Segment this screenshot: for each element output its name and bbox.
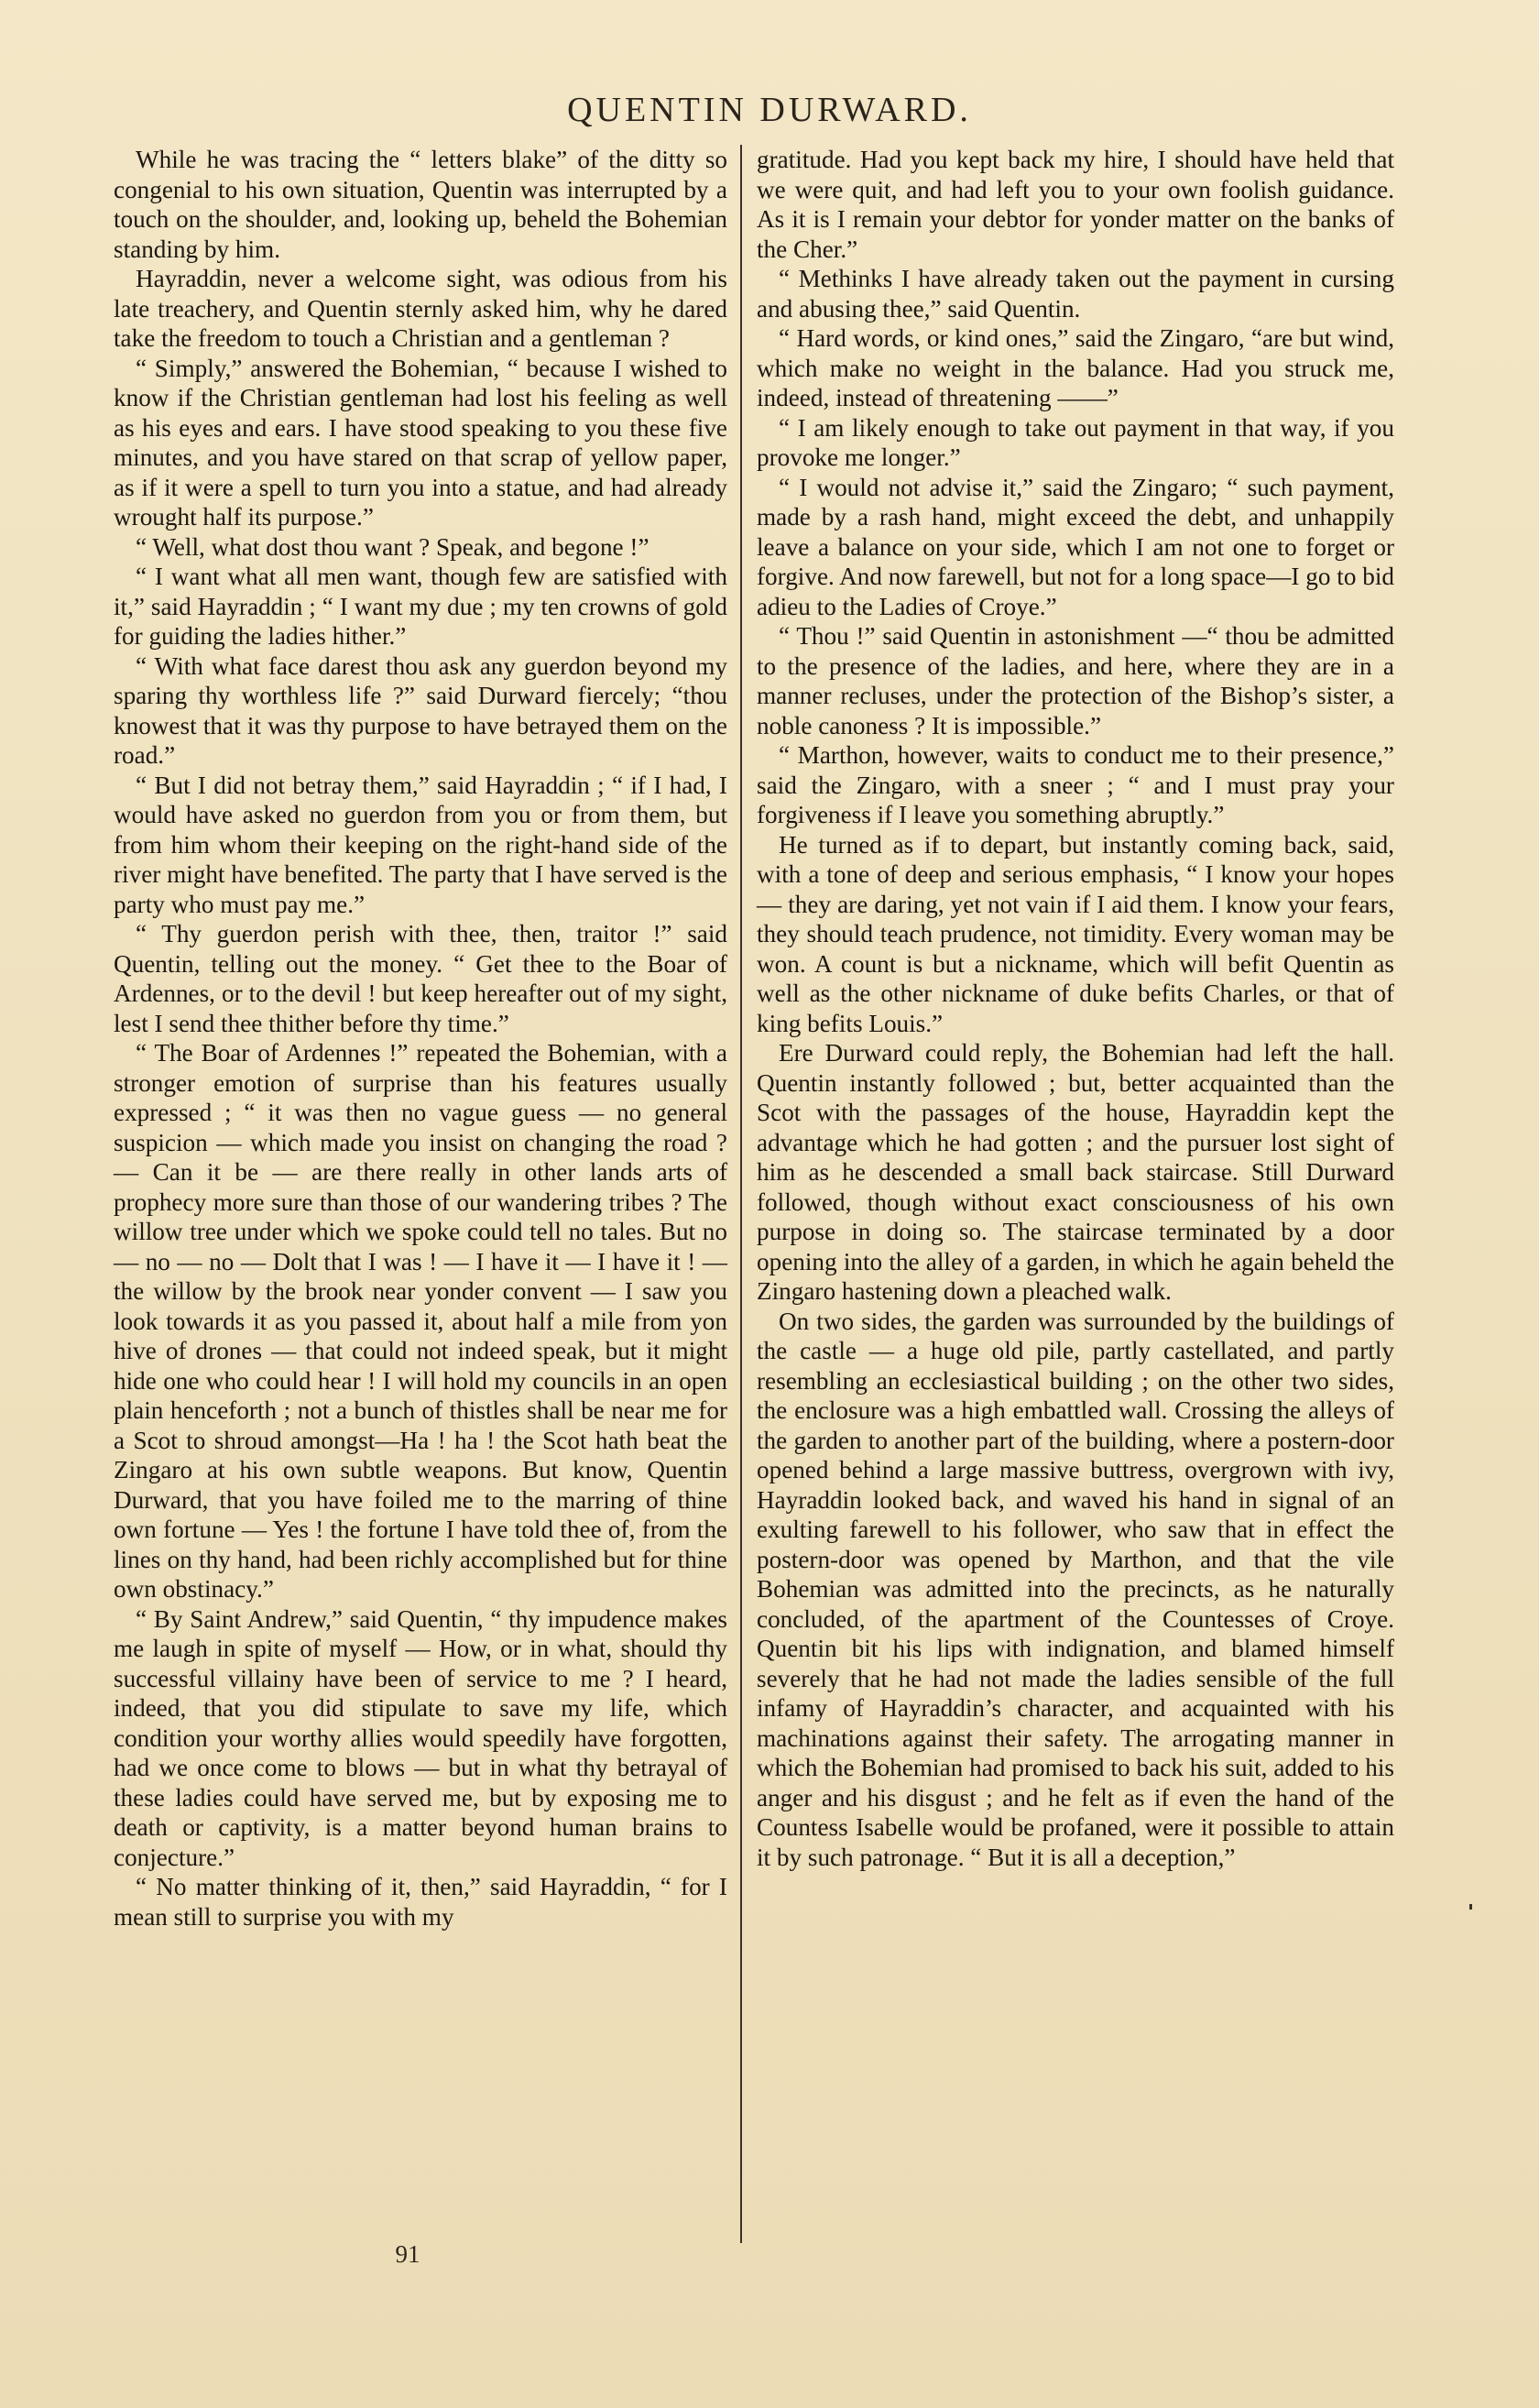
paragraph: “ Thy guerdon perish with thee, then, traitor !” said Quentin, telling out the money. “ Get thee to the Boar of Ardennes, or to the devil ! but keep hereafter out of my sight, lest I send thee thither before thy time.” — [114, 920, 727, 1037]
paragraph: He turned as if to depart, but instantly coming back, said, with a tone of deep and serious emphasis, “ I know your hopes — they are daring, yet not vain if I aid them. I know your fears, they should teach prudence, not timidity. Every woman may be won. A count is but a nickname, which will befit Quentin as well as the other nickname of duke befits Charles, or that of king befits Louis.” — [757, 830, 1394, 1037]
paragraph: While he was tracing the “ letters blake” of the ditty so congenial to his own situation, Quentin was interrupted by a touch on the shoulder, and, looking up, beheld the Bohemian standing by him. — [114, 146, 727, 263]
paragraph: “ Well, what dost thou want ? Speak, and begone !” — [136, 532, 649, 561]
left-column — [114, 145, 727, 1932]
paragraph: “ But I did not betray them,” said Hayraddin ; “ if I had, I would have asked no guerdon from you or from them, but from him whom their keeping on the right-hand side of the river might have benefited. The party that I have served is the party who must pay me.” — [114, 771, 727, 918]
paragraph: “ Methinks I have already taken out the payment in cursing and abusing thee,” said Quentin. — [757, 265, 1394, 323]
paragraph-continued: gratitude. Had you kept back my hire, I should have held that we were quit, and had left you to your own foolish guidance. As it is I remain your debtor for yonder matter on the banks of the Cher.” — [757, 146, 1394, 263]
paragraph: Hayraddin, never a welcome sight, was odious from his late treachery, and Quentin sternly asked him, why he dared take the freedom to touch a Christian and a gentleman ? — [114, 265, 727, 352]
paragraph: On two sides, the garden was surrounded by the buildings of the castle — a huge old pile, partly castellated, and partly resembling an ecclesiastical building ; on the other two sides, the enclosure was a high embattled wall. Crossing the alleys of the garden to another part of the building, where a postern-door opened behind a large massive buttress, overgrown with ivy, Hayraddin looked back, and waved his hand in signal of an exulting farewell to his follower, who saw that in effect the postern-door was opened by Marthon, and that the vile Bohemian was admitted into the precincts, as he naturally concluded, of the apartment of the Countesses of Croye. Quentin bit his lips with indignation, and blamed himself severely that he had not made the ladies sensible of the full infamy of Hayraddin’s character, and acquainted with his machinations against their safety. The arrogating manner in which the Bohemian had promised to back his suit, added to his anger and his disgust ; and he felt as if even the hand of the Countess Isabelle would be profaned, were it possible to attain it by such patronage. “ But it is all a deception,” — [757, 1307, 1394, 1871]
paragraph: “ Simply,” answered the Bohemian, “ because I wished to know if the Christian gentleman had lost his feeling as well as his eyes and ears. I have stood speaking to you these five minutes, and you have stared on that scrap of yellow paper, as if it were a spell to turn you into a statue, and had already wrought half its purpose.” — [114, 354, 727, 531]
paragraph: “ With what face darest thou ask any guerdon beyond my sparing thy worthless life ?” said Durward fiercely; “thou knowest that it was thy purpose to have betrayed them on the road.” — [114, 651, 727, 769]
paragraph: “ Thou !” said Quentin in astonishment —“ thou be admitted to the presence of the ladies, and here, where they are in a manner recluses, under the protection of the Bishop’s sister, a noble canoness ? It is impossible.” — [757, 622, 1394, 739]
right-column — [757, 145, 1394, 1872]
column-divider — [740, 145, 742, 2243]
paragraph: “ The Boar of Ardennes !” repeated the Bohemian, with a stronger emotion of surprise than his features usually expressed ; “ it was then no vague guess — no general suspicion — which made you insist on changing the road ? — Can it be — are there really in other lands arts of prophecy more sure than those of our wandering tribes ? The willow tree under which we spoke could tell no tales. But no — no — no — Dolt that I was ! — I have it — I have it ! — the willow by the brook near yonder convent — I saw you look towards it as you passed it, about half a mile from yon hive of drones — that could not indeed speak, but it might hide one who could hear ! I will hold my councils in an open plain henceforth ; not a bunch of thistles shall be near me for a Scot to shroud amongst—Ha ! ha ! the Scot hath beat the Zingaro at his own subtle weapons. But know, Quentin Durward, that you have foiled me to the marring of thine own fortune — Yes ! the fortune I have told thee of, from the lines on thy hand, had been richly accomplished but for thine own obstinacy.” — [114, 1039, 727, 1603]
paragraph: “ I would not advise it,” said the Zingaro; “ such payment, made by a rash hand, might exceed the debt, and unhappily leave a balance on your side, which I am not one to forget or forgive. And now farewell, but not for a long space—I go to bid adieu to the Ladies of Croye.” — [757, 473, 1394, 620]
paragraph: “ I want what all men want, though few are satisfied with it,” said Hayraddin ; “ I want my due ; my ten crowns of gold for guiding the ladies hither.” — [114, 563, 727, 650]
paragraph: “ By Saint Andrew,” said Quentin, “ thy impudence makes me laugh in spite of myself — How, or in what, should thy successful villainy have been of service to me ? I heard, indeed, that you did stipulate to save my life, which condition your worthy allies would speedily have forgotten, had we once come to blows — but in what thy betrayal of these ladies could have served me, but by exposing me to death or captivity, is a matter beyond human brains to conjecture.” — [114, 1604, 727, 1871]
paragraph: “ Marthon, however, waits to conduct me to their presence,” said the Zingaro, with a sneer ; “ and I must pray your forgiveness if I leave you something abruptly.” — [757, 741, 1394, 828]
paragraph: “ Hard words, or kind ones,” said the Zingaro, “are but wind, which make no weight in the balance. Had you struck me, indeed, instead of threatening ——” — [757, 324, 1394, 411]
running-title: QUENTIN DURWARD. — [567, 91, 972, 129]
paragraph: “ I am likely enough to take out payment in that way, if you provoke me longer.” — [757, 413, 1394, 471]
page-number: 91 — [395, 2240, 420, 2268]
paragraph: “ No matter thinking of it, then,” said Hayraddin, “ for I mean still to surprise you with my — [114, 1873, 727, 1931]
paragraph: Ere Durward could reply, the Bohemian had left the hall. Quentin instantly followed ; but, better acquainted than the Scot with the passages of the house, Hayraddin kept the advantage which he had gotten ; and the pursuer lost sight of him as he descended a small back staircase. Still Durward followed, though without exact consciousness of his own purpose in doing so. The staircase terminated by a door opening into the alley of a garden, in which he again beheld the Zingaro hastening down a pleached walk. — [757, 1039, 1394, 1305]
ink-speck — [1469, 1904, 1472, 1910]
